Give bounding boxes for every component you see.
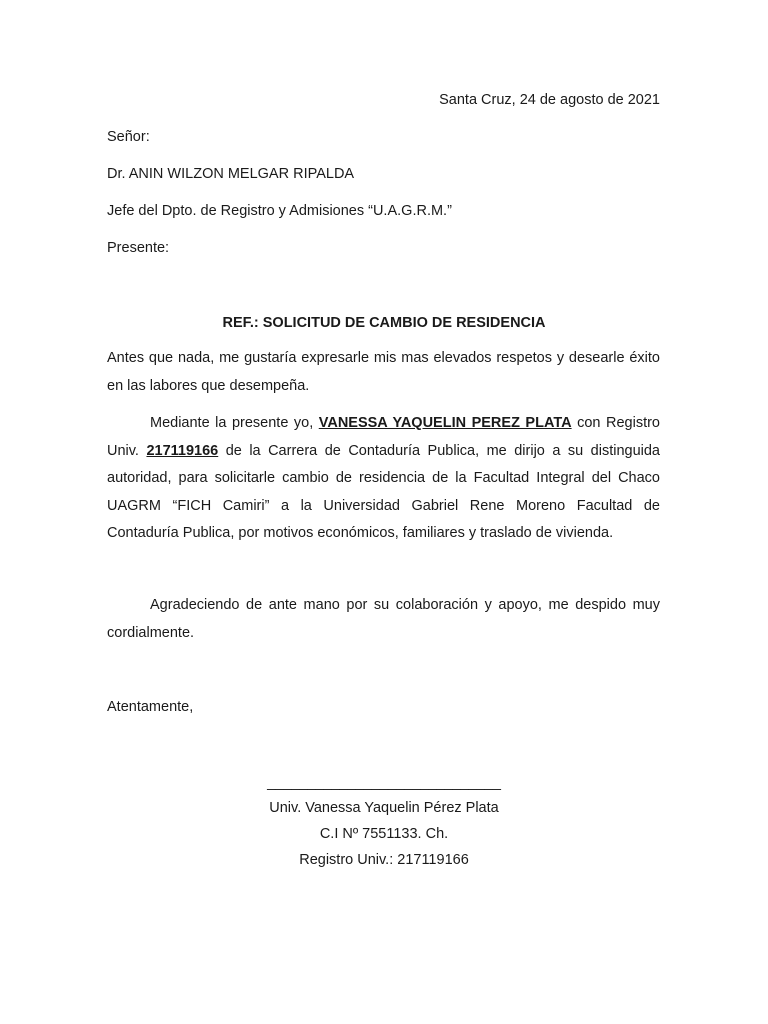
paragraph-request-part2: con Registro Univ. — [107, 415, 660, 459]
paragraph-request-part1: Mediante la presente yo, — [150, 415, 319, 431]
paragraph-request — [107, 410, 660, 548]
paragraph-thanks: Agradeciendo de ante mano por su colaboración y apoyo, me despido muy cordialmente. — [107, 597, 660, 641]
student-name: VANESSA YAQUELIN PEREZ PLATA — [318, 415, 572, 431]
salutation: Señor: — [107, 129, 150, 145]
registry-number: 217119166 — [146, 442, 219, 459]
recipient-name: Dr. ANIN WILZON MELGAR RIPALDA — [107, 166, 355, 182]
reference-title: REF.: SOLICITUD DE CAMBIO DE RESIDENCIA — [222, 315, 546, 331]
letter-date: Santa Cruz, 24 de agosto de 2021 — [439, 92, 660, 108]
recipient-title: Jefe del Dpto. de Registro y Admisiones “U.A.G.R.M.” — [107, 203, 452, 219]
signature-ci: C.I Nº 7551133. Ch. — [319, 826, 449, 842]
paragraph-intro: Antes que nada, me gustaría expresarle mis mas elevados respetos y desearle éxito en las labores que desempeña. — [107, 350, 660, 394]
signature-registry: Registro Univ.: 217119166 — [299, 852, 469, 868]
closing: Atentamente, — [107, 699, 194, 715]
signature-line: _____________________________ — [267, 775, 501, 791]
presente-label: Presente: — [107, 240, 170, 256]
paragraph-request-part3: de la Carrera de Contaduría Publica, me dirijo a su distinguida autoridad, para solicitarle cambio de residencia de la Facultad Integral del Chaco UAGRM “FICH Camiri” a la Universidad Gabriel Rene Moreno Facultad de Contaduría Publica, por motivos económicos, familiares y traslado de vivienda. — [107, 442, 660, 542]
signature-name: Univ. Vanessa Yaquelin Pérez Plata — [269, 800, 499, 816]
